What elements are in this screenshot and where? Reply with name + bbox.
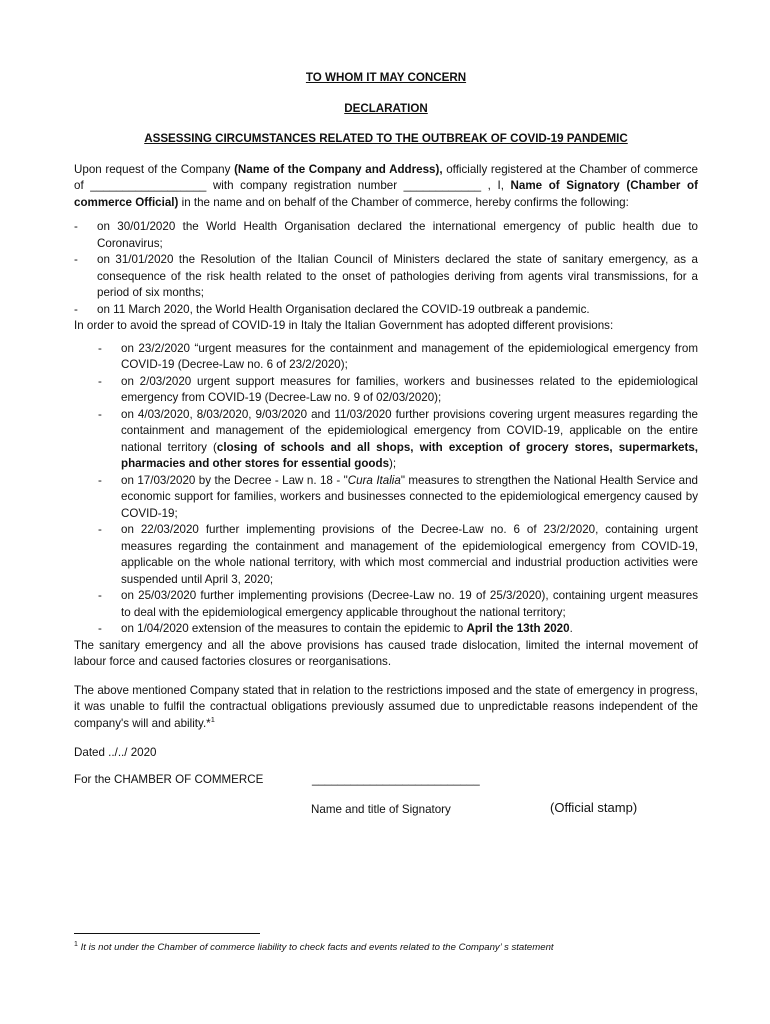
company-statement-body: The above mentioned Company stated that in relation to the restrictions imposed and the state of emergency in progress, it was unable to fulfil the contractual obligations previously assumed due to unpredictable reasons independent of the company's will and ability.* [74,683,698,730]
sanitary-emergency-text: The sanitary emergency and all the above provisions has caused trade dislocation, limited the internal movement of labour force and caused factories closures or reorganisations. [74,638,698,668]
list-item [74,407,698,473]
list-item: - on 11 March 2020, the World Health Organisation declared the COVID-19 outbreak a pandemic. [74,302,698,319]
item-bold-text: closing of schools and all shops, with exception of grocery stores, supermarkets, pharmacies and other stores for essential goods [121,440,698,470]
list-item: - on 22/03/2020 further implementing provisions of the Decree-Law no. 6 of 23/2/2020, containing urgent measures regarding the containment and management of the epidemiological emergency from COVID-19, applicable on the whole national territory, with which most commercial and industrial production activities were suspended until April 3, 2020; [74,522,698,588]
intro-text-2: officially registered at the Chamber of commerce of __________________ with company registration number ____________ , I, [74,162,698,192]
company-statement-text [74,683,698,733]
list-item [74,621,698,638]
signature-line: __________________________ [312,772,480,786]
item-bold-text: April the 13th 2020 [466,622,570,635]
to-whom-heading: TO WHOM IT MAY CONCERN [305,71,467,84]
signature-row [74,772,698,790]
item-text: on 17/03/2020 by the Decree - Law n. 18 - " [121,473,348,487]
who-events-list [74,219,698,318]
dated-line: Dated ../../ 2020 [74,746,157,759]
footnote [74,940,554,957]
list-item: - on 2/03/2020 urgent support measures for families, workers and businesses related to the epidemiological emergency from COVID-19 (Decree-Law no. 9 of 02/03/2020); [74,374,698,407]
item-text: ); [389,457,397,470]
list-item [74,473,698,523]
intro-text-3: in the name and on behalf of the Chamber of commerce, hereby confirms the following: [178,195,629,209]
item-italic-text: Cura Italia [347,473,401,487]
item-text: on 4/03/2020, 8/03/2020, 9/03/2020 and 11/03/2020 further provisions covering urgent measures regarding the containment and management of the epidemiological emergency from COVID-19, applicable on the entire national territory ( [121,407,698,454]
footnote-ref: 1 [210,714,215,724]
signatory-placeholder: Name of Signatory (Chamber of commerce Official) [74,179,698,209]
footnote-text: It is not under the Chamber of commerce liability to check facts and events related to the Company’ s statement [77,942,554,953]
list-item: - on 25/03/2020 further implementing provisions (Decree-Law no. 19 of 25/3/2020), containing urgent measures to deal with the epidemiological emergency applicable throughout the national territory; [74,588,698,621]
item-text: " measures to strengthen the National Health Service and economic support for families, workers and businesses connected to the epidemiological emergency caused by COVID-19; [121,473,698,520]
document-body [74,70,698,822]
item-text: . [569,622,573,635]
avoid-spread-text: In order to avoid the spread of COVID-19 in Italy the Italian Government has adopted different provisions: [74,319,614,332]
subject-heading: ASSESSING CIRCUMSTANCES RELATED TO THE OUTBREAK OF COVID-19 PANDEMIC [144,132,628,145]
intro-paragraph [74,162,698,212]
provisions-list [74,341,698,638]
intro-text-1: Upon request of the Company [74,162,235,176]
official-stamp-label: (Official stamp) [550,799,638,815]
list-item: - on 31/01/2020 the Resolution of the Italian Council of Ministers declared the state of sanitary emergency, as a consequence of the risk health related to the onset of pathologies deriving from agents viral transmissions, for a period of six months; [74,252,698,302]
signatory-row [74,800,698,822]
declaration-heading: DECLARATION [344,101,428,115]
item-text: on 1/04/2020 extension of the measures to contain the epidemic to [121,622,467,635]
signatory-name-label: Name and title of Signatory [311,802,451,816]
company-placeholder: (Name of the Company and Address), [234,162,443,176]
footnote-divider [74,933,260,934]
list-item: - on 30/01/2020 the World Health Organisation declared the international emergency of public health due to Coronavirus; [74,219,698,252]
chamber-label: For the CHAMBER OF COMMERCE [74,772,264,786]
list-item: - on 23/2/2020 “urgent measures for the containment and management of the epidemiological emergency from COVID-19 (Decree-Law no. 6 of 23/2/2020); [74,341,698,374]
footnote-number: 1 [74,940,78,948]
